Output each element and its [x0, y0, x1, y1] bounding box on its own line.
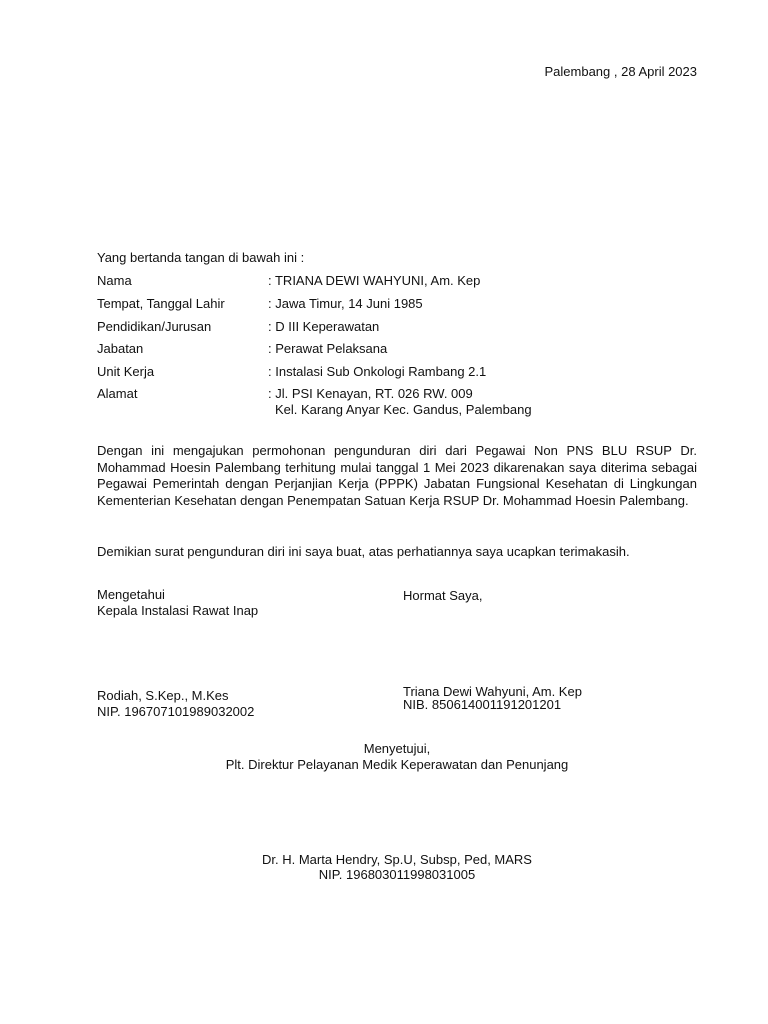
- right-signature-name: Triana Dewi Wahyuni, Am. Kep: [403, 684, 582, 699]
- approval-heading2: Plt. Direktur Pelayanan Medik Keperawatan dan Penunjang: [225, 757, 569, 772]
- field-value: : Perawat Pelaksana: [268, 341, 388, 356]
- field-label: Tempat, Tanggal Lahir: [97, 296, 225, 311]
- left-signature-heading1: Mengetahui: [97, 587, 165, 602]
- intro-text: Yang bertanda tangan di bawah ini :: [97, 250, 305, 265]
- field-label: Unit Kerja: [97, 364, 155, 379]
- field-value: : D III Keperawatan: [268, 319, 380, 334]
- left-signature-name: Rodiah, S.Kep., M.Kes: [97, 688, 229, 703]
- approval-id: NIP. 196803011998031005: [318, 867, 476, 882]
- field-label: Alamat: [97, 386, 138, 401]
- field-value: : Jawa Timur, 14 Juni 1985: [268, 296, 423, 311]
- body-paragraph: Dengan ini mengajukan permohonan pengunduran diri dari Pegawai Non PNS BLU RSUP Dr. Mohammad Hoesin Palembang terhitung mulai tanggal 1 Mei 2023 dikarenakan saya diterima sebagai Pegawai Pemerintah dengan Perjanjian Kerja (PPPK) Jabatan Fungsional Kesehatan di Lingkungan Kementerian Kesehatan dengan Penempatan Satuan Kerja RSUP Dr. Mohammad Hoesin Palembang.: [97, 443, 697, 508]
- approval-name: Dr. H. Marta Hendry, Sp.U, Subsp, Ped, MARS: [262, 852, 532, 867]
- closing-sentence: Demikian surat pengunduran diri ini saya buat, atas perhatiannya saya ucapkan terimakasih.: [97, 544, 630, 559]
- left-signature-heading2: Kepala Instalasi Rawat Inap: [97, 603, 259, 618]
- place-date: Palembang , 28 April 2023: [544, 64, 697, 79]
- approval-heading1: Menyetujui,: [363, 741, 431, 756]
- right-signature-heading: Hormat Saya,: [403, 588, 483, 603]
- right-signature-id: NIB. 850614001191201201: [403, 697, 562, 712]
- left-signature-id: NIP. 196707101989032002: [97, 704, 255, 719]
- address-line-1: : Jl. PSI Kenayan, RT. 026 RW. 009: [268, 386, 473, 401]
- field-label: Pendidikan/Jurusan: [97, 319, 212, 334]
- address-line-2: Kel. Karang Anyar Kec. Gandus, Palembang: [275, 402, 532, 417]
- field-label: Nama: [97, 273, 132, 288]
- field-value: : Instalasi Sub Onkologi Rambang 2.1: [268, 364, 487, 379]
- field-label: Jabatan: [97, 341, 144, 356]
- field-value: : TRIANA DEWI WAHYUNI, Am. Kep: [268, 273, 481, 288]
- field-value: [268, 386, 532, 418]
